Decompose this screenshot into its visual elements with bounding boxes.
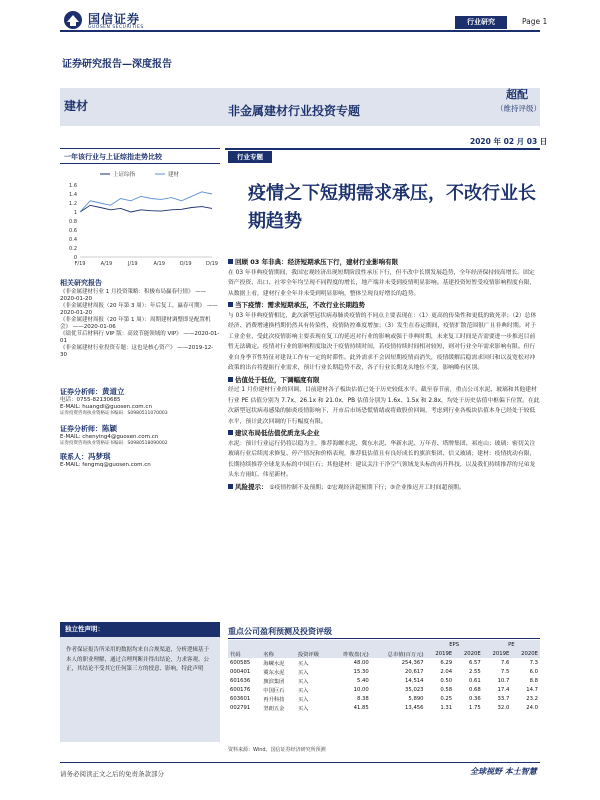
table-row	[228, 658, 540, 667]
bullet-icon	[228, 259, 233, 264]
table-cell: 600585	[230, 659, 251, 666]
x-tick-label: A/19	[153, 261, 165, 267]
table-header-cell: 2020E	[521, 650, 538, 657]
contact-block	[60, 453, 220, 469]
independence-head: 独立性声明：	[60, 622, 220, 637]
y-tick-label: 1	[73, 209, 77, 216]
section-text: 水泥：预计行业运行仍将以稳为主，推荐海螺水泥、冀东水泥、华新水泥、万年青、塔牌集团、祁连山；玻璃：密切关注玻璃行业后续需求修复、停产情况和价格表现，推荐低估值且有良好成长的旗滨集团、信义玻璃；建材：疫情扰动有限，长期持续推荐全球龙头标的中国巨石；其他建材：建议关注于净空气领域龙头标的再升科技，以及我们持续推荐的兄弟龙头东方雨虹、伟星新材。	[228, 440, 536, 478]
table-cell: 15.30	[353, 668, 369, 675]
body-section-5	[228, 482, 540, 494]
earnings-table	[228, 640, 540, 712]
bullet-icon	[228, 430, 233, 435]
analyst-cert: 证券投资咨询执业资格证书编码：S0980518090002	[60, 441, 168, 446]
table-cell: 1.31	[440, 704, 453, 711]
table-cell: 7.3	[529, 659, 538, 666]
related-report-item: 《非金属建材行业投资专题：这也是核心资产》 ——2019-12-30	[60, 345, 214, 358]
table-cell: 买入	[297, 678, 309, 685]
footer-rule	[60, 762, 540, 763]
section-head: 回顾 03 年非典：经济短期承压下行，建材行业影响有限	[235, 258, 399, 266]
table-cell: 002791	[230, 704, 251, 711]
table-cell: 35,023	[405, 686, 424, 693]
report-date: 2020 年 02 月 03 日	[470, 137, 548, 146]
x-tick-label: D/19	[206, 261, 218, 267]
analyst-email: E-MAIL: huangdl@guosen.com.cn	[60, 404, 152, 410]
brand-name-cn: 国信证券	[88, 12, 141, 26]
table-header-cell: 投资评级	[297, 651, 320, 658]
table-cell: 33.7	[497, 695, 510, 702]
table-cell: 32.0	[497, 704, 510, 711]
bullet-icon	[228, 484, 233, 489]
table-cell: 6.0	[529, 668, 538, 675]
sector-name: 建材	[64, 99, 89, 113]
y-tick-label: 0.4	[69, 236, 77, 243]
section-head: 估值处于低位，下调幅度有限	[235, 375, 320, 384]
independence-text: 作者保证报告所采用的数据均来自合规渠道，分析逻辑基于本人的职业理解，通过合理判断并得出结论，力求客观、公正，其结论不受其它任何第三方的授意、影响，特此声明	[66, 647, 210, 672]
table-header-cell: 总市值(百万元)	[387, 651, 424, 658]
y-tick-label: 1.6	[69, 182, 77, 189]
topic-tag: 行业专题	[228, 151, 272, 163]
table-cell: 7.6	[500, 659, 510, 666]
table-cell: 7.5	[500, 668, 510, 675]
table-cell: 0.61	[468, 677, 481, 684]
legend-label: 上证综指	[113, 172, 136, 178]
table-header-cell: 昨收盘(元)	[343, 651, 369, 658]
table-cell: 601636	[230, 677, 251, 684]
analyst-phone: 电话：0755-82130685	[60, 397, 121, 403]
analyst-cert: 证券投资咨询执业资格证书编码：S0980511070003	[60, 411, 168, 416]
table-header-cell: 代码	[230, 651, 241, 658]
table-group-header-row	[228, 640, 540, 649]
table-header-cell: 2020E	[463, 650, 481, 657]
series-line	[80, 205, 212, 212]
header-rule	[60, 30, 540, 32]
independence-box	[60, 622, 220, 742]
chart-title: 一年该行业与上证综指走势比较	[64, 153, 162, 161]
table-group-header: EPS	[449, 641, 460, 648]
body-section-2	[228, 300, 540, 374]
table-cell: 5,890	[408, 695, 424, 702]
analyst-name: 陈颖	[102, 424, 117, 433]
table-cell: 旗滨集团	[263, 678, 285, 685]
table-header-row	[228, 649, 540, 658]
table-cell: 2.55	[468, 668, 481, 675]
body-section-3	[228, 375, 540, 428]
table-cell: 14,514	[405, 677, 424, 684]
table-cell: 坚朗五金	[263, 705, 285, 712]
table-cell: 买入	[297, 696, 309, 703]
table-cell: 10.7	[497, 677, 510, 684]
table-cell: 1.75	[468, 704, 481, 711]
footer-disclaimer: 请务必阅读正文之后的免责条款部分	[60, 770, 164, 778]
table-source: 资料来源：Wind、国信证券经济研究所预测	[228, 747, 326, 753]
related-report-item: 《绩优节后材料行 VIP 版：高效节能领域的 VIP》 ——2020-01-01	[60, 331, 220, 344]
x-tick-label: O/19	[179, 261, 192, 267]
table-cell: 买入	[297, 660, 309, 667]
related-report-item: 《非金属建材周报（20 年第 3 周）：年后复工，赢春可期》 ——2020-01-20	[60, 303, 218, 316]
table-cell: 0.68	[468, 686, 481, 693]
table-cell: 603601	[230, 695, 251, 702]
related-report-item: 《非金属建材周报（20 年第 1 周）：周期建材调整即是配置机会》 ——2020-01-06	[60, 317, 211, 330]
section-text: 经过 1 月份建材行业的回调，目前建材各子板块估值已处于历史较低水平。截至春节前，重点公司水泥、玻璃和其他建材行业 PE 估值分别为 7.7x、26.1x 和 21.0x，PB 估值分别为 1.6x、1.5x 和 2.8x，均处于历史估值中枢偏下位置。在此次新型冠状病毒感染的肺炎疫情影响下，开市后市场恐慌情绪或将致股价回调，考虑到行业各板块估值本身已经处于较低水平，预计此次回调的下行幅度有限。	[228, 387, 540, 425]
table-cell: 0.36	[468, 695, 481, 702]
footer-slogan: 全球视野 本土智慧	[470, 767, 537, 776]
table-cell: 0.50	[440, 677, 453, 684]
analyst-name: 黄道立	[102, 387, 125, 396]
left-rule	[60, 148, 220, 149]
table-row	[228, 703, 540, 712]
table-cell: 买入	[297, 687, 309, 694]
table-cell: 买入	[297, 669, 309, 676]
band-title: 非金属建材行业投资专题	[228, 104, 361, 118]
x-tick-label: A/19	[100, 261, 113, 267]
table-cell: 13,456	[405, 704, 424, 711]
x-tick-label: F/19	[74, 261, 86, 267]
y-tick-label: 0.6	[69, 227, 77, 234]
related-reports-head: 相关研究报告	[60, 279, 102, 287]
guosen-logo-icon	[62, 10, 84, 30]
contact-name: 冯梦琪	[88, 452, 111, 461]
y-tick-label: 1.2	[69, 200, 77, 207]
table-cell: 2.04	[440, 668, 453, 675]
section-head: 风险提示：	[235, 482, 268, 491]
table-cell: 20,617	[405, 668, 424, 675]
contact-email: E-MAIL: fengmq@guosen.com.cn	[60, 462, 151, 468]
bullet-icon	[228, 302, 233, 307]
rating-sub: （维持评级）	[496, 104, 541, 113]
bullet-icon	[228, 377, 233, 382]
table-cell: 6.57	[468, 659, 481, 666]
performance-chart	[60, 165, 220, 270]
left-rule-2	[60, 163, 220, 164]
report-type: 证券研究报告—深度报告	[62, 59, 172, 70]
y-tick-label: 0.2	[69, 245, 77, 252]
legend-label: 建材	[168, 172, 180, 178]
section-head: 当下疫情：需求短期承压，不改行业长期趋势	[235, 301, 365, 309]
y-tick-label: 1.4	[69, 191, 77, 198]
table-rule	[228, 638, 540, 639]
table-cell: 冀东水泥	[263, 669, 285, 676]
table-cell: 中国巨石	[263, 687, 285, 694]
table-cell: 48.00	[353, 659, 369, 666]
analyst-label: 证券分析师：	[60, 425, 102, 433]
table-cell: 23.2	[526, 695, 538, 702]
table-cell: 254,367	[401, 659, 424, 666]
table-group-header: PE	[508, 641, 515, 648]
table-row	[228, 667, 540, 676]
section-text: 与 03 年非典疫情相比，此次新型冠状病毒肺炎疫情的不同点主要表现在：（1）更高的传染性和更低的致死率；（2）总体经济、消费增速换档期仍然具有传染性，疫情防控难度增加；（3）发生在春运期间，疫情扩散范围很广且非典时期。对于工业企业、受此次疫情影响主要表现在复工的延迟对行业的影响或强于非典时期，未来复工时间是否需要进一步推迟目前暂无法确定。疫情对行业的影响程度取决于疫情持续时间，若疫情持续时间相对较短，则对行业全年需求影响有限。但行业自身季节性特征对建设工作有一定的时滞性。此外需求不会因短期疫情而消失，疫情缓解后稳需求回归和以及宽松对冲政策的出台将提振行业需求，预计行业长期趋势不改，各子行业长期龙头地位不变，影响略有区别。	[228, 312, 537, 371]
related-reports	[60, 280, 220, 359]
related-report-item: 《非金属建材行业 1 月投资策略：积极布局赢春行情》 ——2020-01-20	[60, 289, 207, 302]
body-section-1	[228, 257, 540, 299]
analyst-email: E-MAIL: chenying4@guosen.com.cn	[60, 434, 159, 440]
table-cell: 41.85	[353, 704, 369, 711]
contact-label: 联系人：	[60, 453, 88, 461]
table-cell: 14.7	[526, 686, 538, 693]
table-cell: 17.4	[497, 686, 510, 693]
table-cell: 再升科技	[263, 696, 285, 703]
table-row	[228, 685, 540, 694]
analyst-block-1	[60, 388, 220, 417]
table-title: 重点公司盈利预测及投资评级	[228, 627, 332, 636]
table-cell: 600176	[230, 686, 251, 693]
rating: 超配	[506, 88, 528, 101]
section-tag: 行业研究	[455, 16, 507, 29]
page-number: Page 1	[522, 17, 548, 26]
brand-name-en: GUOSEN SECURITIES	[88, 25, 144, 30]
section-head: 建议布局低估值优质龙头企业	[235, 429, 320, 437]
table-cell: 买入	[297, 705, 309, 712]
series-line	[80, 192, 212, 212]
analyst-block-2	[60, 425, 220, 447]
report-body	[228, 257, 540, 493]
y-tick-label: 0	[73, 254, 77, 261]
table-cell: 0.58	[440, 686, 453, 693]
section-text: 在 03 年非典疫情期间，我国宏观经济出现短期阶段性承压下行，但不改中长期发展趋势，全年经济保持较高增长。固定资产投资、出口、社零全年均呈现不同程度的增长，地产端并未受到疫情明显影响。基建投资短暂受疫情影响程度有限，从数据上看，建材行业全年并未受到明显影响，整体呈现良好增长的趋势。	[228, 269, 536, 297]
y-tick-label: 0.8	[69, 218, 77, 225]
main-title: 疫情之下短期需求承压，不改行业长期趋势	[248, 183, 536, 232]
table-row	[228, 676, 540, 685]
table-cell: 0.25	[440, 695, 453, 702]
right-rule	[225, 148, 540, 150]
table-group-spacer	[228, 640, 426, 649]
table-row	[228, 694, 540, 703]
table-cell: 24.0	[526, 704, 538, 711]
table-cell: 8.38	[356, 695, 369, 702]
body-section-4	[228, 428, 540, 481]
table-cell: 6.29	[440, 659, 453, 666]
table-header-cell: 2019E	[492, 650, 510, 657]
table-cell: 8.8	[529, 677, 538, 684]
section-text: ①疫情控制不及预期；②宏观经济超预期下行；③企业推迟开工时间超预期。	[269, 484, 465, 491]
analyst-label: 证券分析师：	[60, 388, 102, 396]
table-header-cell: 2019E	[435, 650, 453, 657]
table-cell: 5.40	[356, 677, 369, 684]
x-tick-label: J/19	[128, 261, 138, 267]
table-header-cell: 名称	[263, 651, 274, 658]
table-cell: 海螺水泥	[263, 660, 285, 667]
table-cell: 000401	[230, 668, 251, 675]
table-cell: 10.00	[353, 686, 369, 693]
